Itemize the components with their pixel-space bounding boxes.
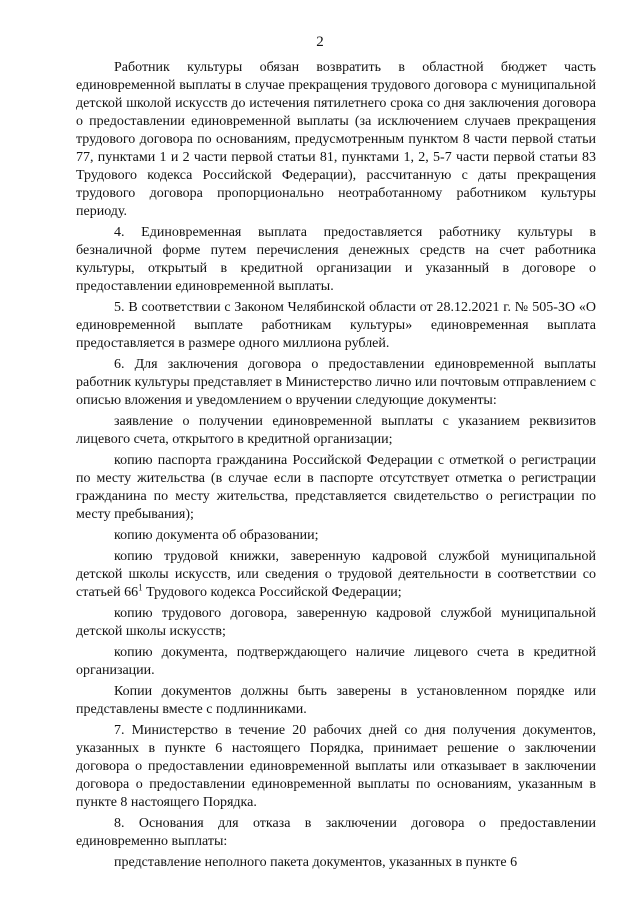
- paragraph-return-obligation: Работник культуры обязан возвратить в областной бюджет часть единовременной выплаты в случае прекращения трудового договора с муниципальной детской школой искусств до истечения пятилетнего срока со дня заключения договора о предоставлении единовременной выплаты (за исключением случаев прекращения трудового договора по основаниям, предусмотренным пунктом 8 части первой статьи 77, пунктами 1 и 2 части первой статьи 81, пунктами 1, 2, 5-7 части первой статьи 83 Трудового кодекса Российской Федерации), рассчитанную с даты прекращения трудового договора пропорционально неотработанному работником культуры периоду.: [76, 60, 596, 219]
- page-number: 2: [316, 34, 324, 50]
- paragraph-passport-copy: копию паспорта гражданина Российской Федерации с отметкой о регистрации по месту жительства (в случае если в паспорте отсутствует отметка о регистрации гражданина по месту жительства, представляется свидетельство о регистрации по месту пребывания);: [76, 453, 596, 522]
- paragraph-item-5: 5. В соответствии с Законом Челябинской области от 28.12.2021 г. № 505-ЗО «О единовременной выплате работникам культуры» единовременная выплата предоставляется в размере одного миллиона рублей.: [76, 300, 596, 351]
- article-superscript: 1: [138, 582, 143, 593]
- paragraph-labor-book: [76, 548, 596, 602]
- paragraph-item-6: 6. Для заключения договора о предоставлении единовременной выплаты работник культуры представляет в Министерство лично или почтовым отправлением с описью вложения и уведомлением о вручении следующие документы:: [76, 357, 596, 408]
- paragraph-item-4: 4. Единовременная выплата предоставляется работнику культуры в безналичной форме путем перечисления денежных средств на счет работника культуры, открытый в кредитной организации и указанный в договоре о предоставлении единовременной выплаты.: [76, 225, 596, 294]
- paragraph-education-copy: копию документа об образовании;: [114, 528, 319, 543]
- paragraph-certification: Копии документов должны быть заверены в установленном порядке или представлены вместе с подлинниками.: [76, 684, 596, 717]
- paragraph-account-copy: копию документа, подтверждающего наличие лицевого счета в кредитной организации.: [76, 645, 596, 678]
- paragraph-application: заявление о получении единовременной выплаты с указанием реквизитов лицевого счета, открытого в кредитной организации;: [76, 414, 596, 447]
- paragraph-item-7: 7. Министерство в течение 20 рабочих дней со дня получения документов, указанных в пункте 6 настоящего Порядка, принимает решение о заключении договора о предоставлении единовременной выплаты или отказывает в заключении договора о предоставлении единовременной выплаты по основаниям, указанным в пункте 8 настоящего Порядка.: [76, 723, 596, 810]
- paragraph-contract-copy: копию трудового договора, заверенную кадровой службой муниципальной детской школы искусств;: [76, 606, 596, 639]
- paragraph-incomplete-package: представление неполного пакета документов, указанных в пункте 6: [114, 855, 518, 870]
- labor-book-text: копию трудовой книжки, заверенную кадровой службой муниципальной детской школы искусств, или сведения о трудовой деятельности в соответствии со статьей 66: [76, 549, 596, 600]
- document-body: [76, 59, 596, 875]
- paragraph-item-8: 8. Основания для отказа в заключении договора о предоставлении единовременно выплаты:: [76, 816, 596, 849]
- labor-book-text-end: Трудового кодекса Российской Федерации;: [142, 585, 402, 600]
